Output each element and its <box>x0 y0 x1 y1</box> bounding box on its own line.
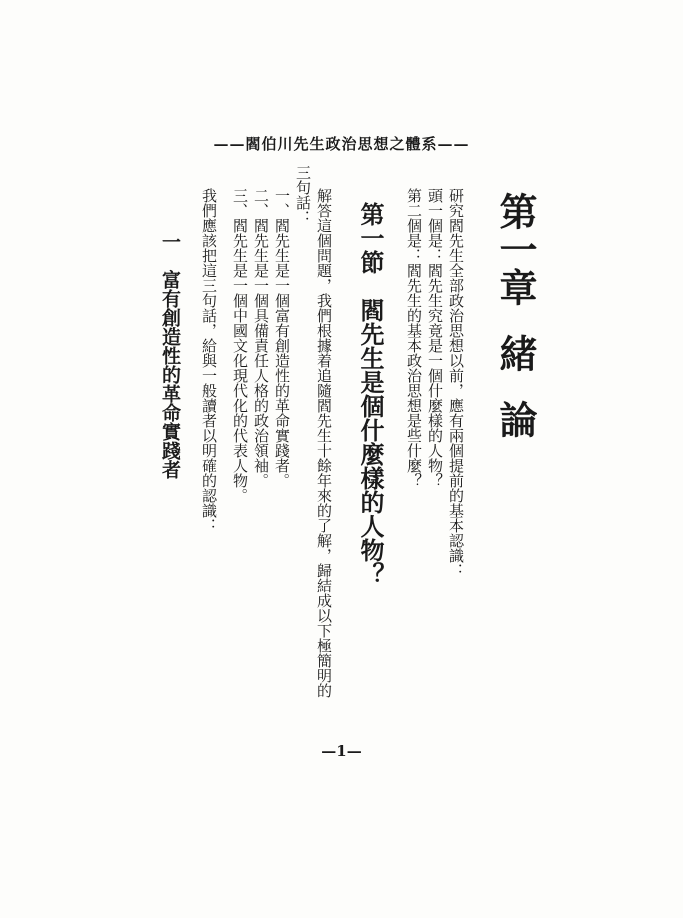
point-item-1: 一、閻先生是一個富有創造性的革命實踐者。 <box>273 188 291 488</box>
point-item-2: 二、閻先生是一個具備責任人格的政治領袖。 <box>252 188 270 488</box>
intro-line-1: 研究閻先生全部政治思想以前，應有兩個提前的基本認識： <box>447 188 465 578</box>
page-number: —1— <box>321 742 362 760</box>
answer-line-2: 三句話： <box>294 165 312 225</box>
intro-line-3: 第二個是：閻先生的基本政治思想是些什麼？ <box>405 188 423 488</box>
chapter-title-word-1: 緒 <box>493 334 538 372</box>
section-title: 第一節 閻先生是個什麼樣的人物？ <box>356 202 385 586</box>
chapter-title-word-2: 論 <box>493 400 538 438</box>
chapter-title-number: 第一章 <box>493 192 538 306</box>
intro-line-2: 頭一個是：閻先生究竟是一個什麼樣的人物？ <box>426 188 444 488</box>
answer-line-1: 解答這個問題，我們根據着追隨閻先生十餘年來的了解，歸結成以下極簡明的 <box>315 188 333 698</box>
point-item-3: 三、閻先生是一個中國文化現代化的代表人物。 <box>231 188 249 503</box>
subsection-title: 一 富有創造性的革命實踐者 <box>159 232 181 479</box>
closing-line: 我們應該把這三句話，給與一般讀者以明確的認識： <box>200 188 218 533</box>
running-title: ——閻伯川先生政治思想之體系—— <box>213 135 470 153</box>
chapter-title <box>493 192 538 438</box>
